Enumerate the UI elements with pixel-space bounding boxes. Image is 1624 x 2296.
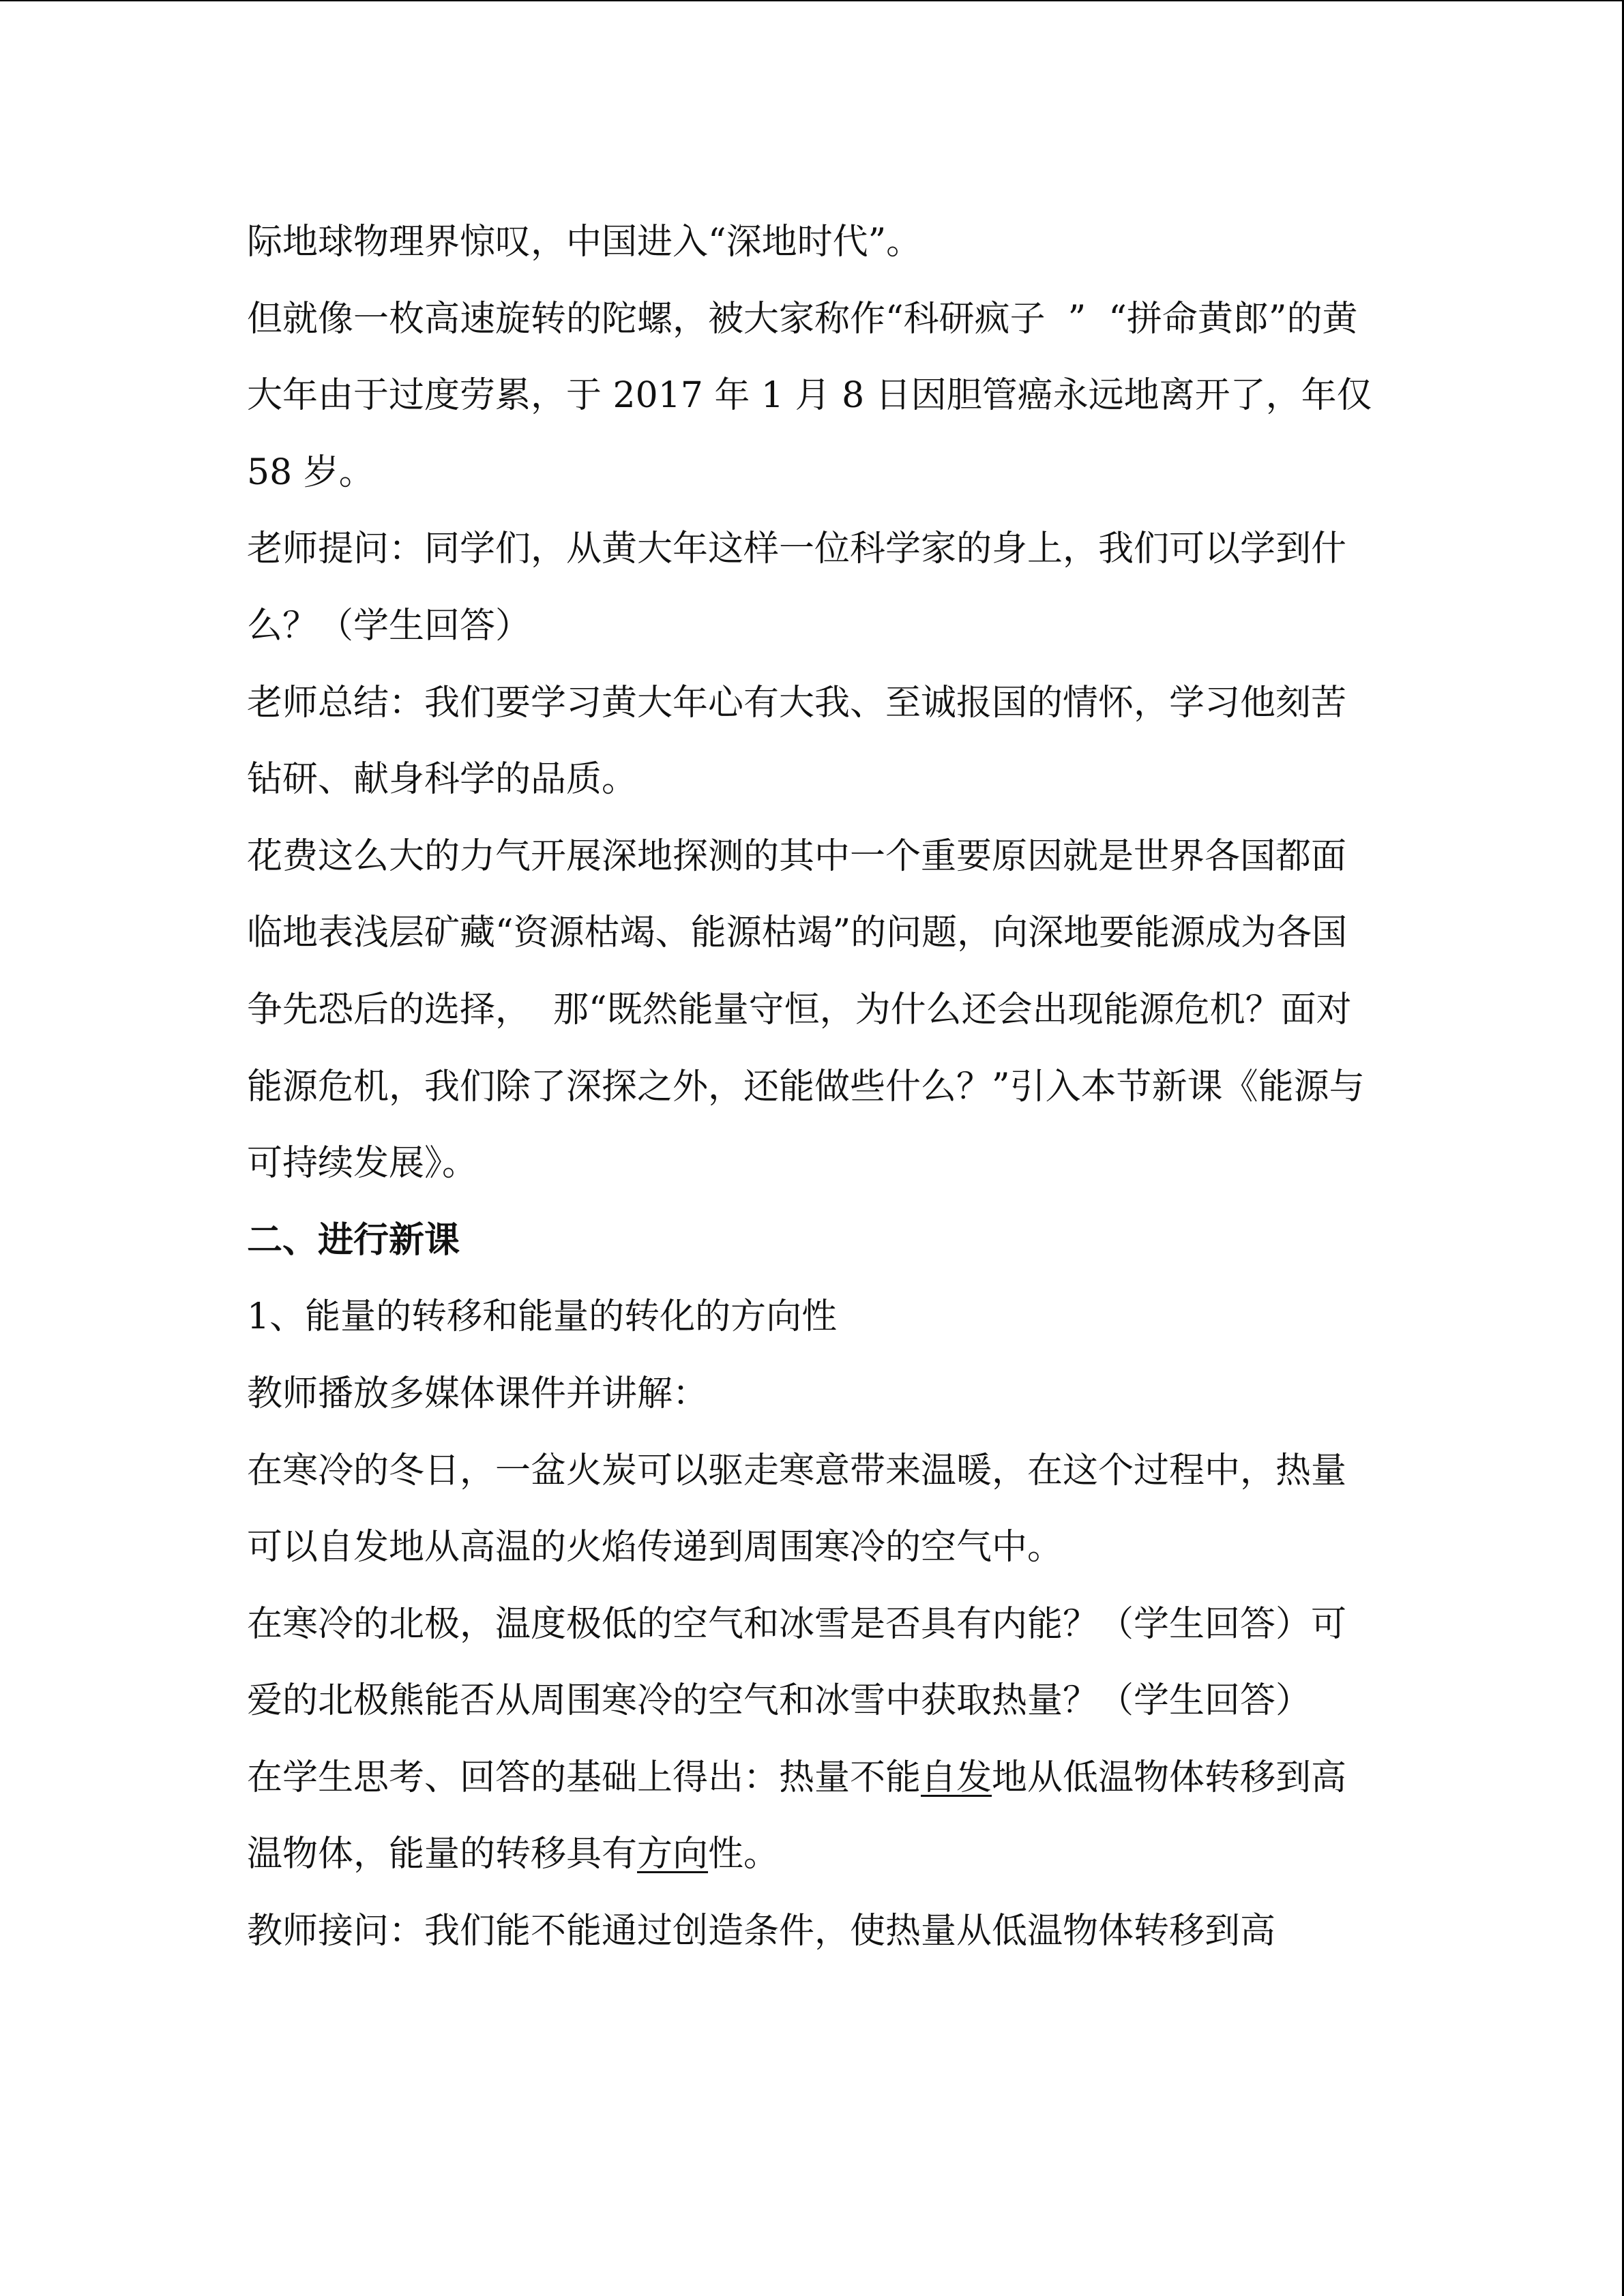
paragraph-teacher-question: 老师提问：同学们，从黄大年这样一位科学家的身上，我们可以学到什么？（学生回答） [247,528,1347,646]
paragraph-conclusion [247,1740,1379,1893]
conclusion-text-e: 性。 [708,1834,780,1875]
document-body [247,204,1384,1970]
paragraph-teacher-followup: 教师接问：我们能不能通过创造条件，使热量从低温物体转移到高 [247,1911,1276,1952]
underlined-spontaneous: 自发 [921,1757,992,1798]
paragraph-arctic: 在寒冷的北极，温度极低的空气和冰雪是否具有内能？（学生回答）可爱的北极熊能否从周围寒冷的空气和冰雪中获取热量？（学生回答） [247,1603,1347,1722]
paragraph-energy-crisis: 花费这么大的力气开展深地探测的其中一个重要原因就是世界各国都面临地表浅层矿藏“资源枯竭、能源枯竭”的问题，向深地要能源成为各国争先恐后的选择， 那“既然能量守恒，为什么还会出现能源危机？面对能源危机，我们除了深探之外，还能做些什么？”引入本节新课《能源与可持续发展》。 [247,835,1365,1184]
underlined-direction: 方向 [637,1834,709,1875]
paragraph-intro-end: 际地球物理界惊叹，中国进入“深地时代”。 [247,222,922,263]
paragraph-huang-danian: 但就像一枚高速旋转的陀螺，被大家称作“科研疯子 ” “拼命黄郎”的黄大年由于过度劳累，于 2017 年 1 月 8 日因胆管癌永远地离开了，年仅 58 岁。 [247,298,1384,493]
section-heading: 二、进行新课 [247,1219,460,1261]
conclusion-text-c: 地从低温物体转移到高温物体，能量的转移具有 [247,1757,1347,1875]
paragraph-winter-fire: 在寒冷的冬日，一盆火炭可以驱走寒意带来温暖，在这个过程中，热量可以自发地从高温的火焰传递到周围寒冷的空气中。 [247,1450,1347,1568]
subsection-title: 1、能量的转移和能量的转化的方向性 [247,1296,838,1338]
paragraph-multimedia: 教师播放多媒体课件并讲解： [247,1373,709,1414]
paragraph-teacher-summary: 老师总结：我们要学习黄大年心有大我、至诚报国的情怀，学习他刻苦钻研、献身科学的品质。 [247,682,1347,801]
conclusion-text-a: 在学生思考、回答的基础上得出：热量不能 [247,1757,921,1798]
